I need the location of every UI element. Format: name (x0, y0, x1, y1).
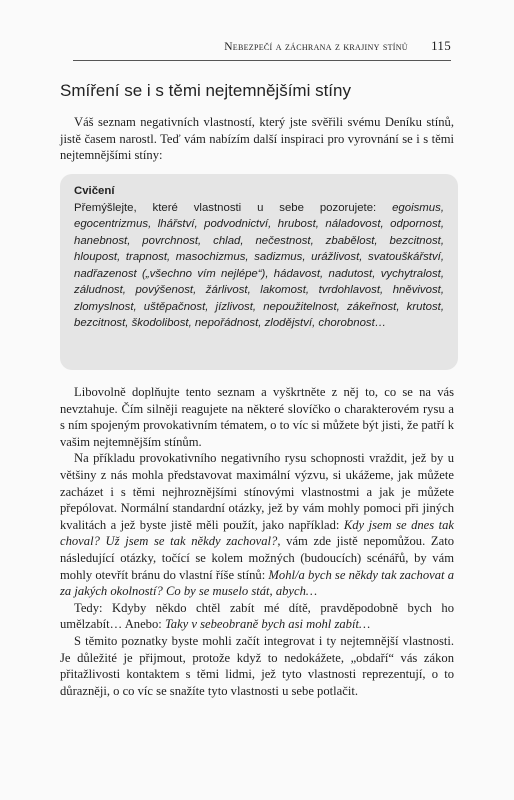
paragraph-3-example: Taky v sebeobraně bych asi mohl zabít… (164, 617, 371, 632)
paragraph-2-question-b: Mohl/a bych se někdy tak zachovat a za jakých okolností? Co by se muselo stát, abych… (60, 567, 454, 599)
paragraph-2-part-a: Na příkladu provokativního negativního rysu schopnosti vraždit, jež by u většiny z nás mohla představovat maximální výzvu, si ukážeme, jak můžete zacházet i s těmi nejhroznějšími stínovými vlastnostmi a jak je můžete přepólovat. Normální standardní otázky, jež by vám mohly pomoci při jiných kvalitách a jež byste jistě měli použít, jako například: (60, 451, 454, 532)
intro-text: Váš seznam negativních vlastností, který jste svěřili svému Deníku stínů, jistě časem narostl. Teď vám nabízím další inspiraci pro vyrovnání se i s těmi nejtemnějšími stíny: (60, 115, 454, 163)
section-title: Smíření se i s těmi nejtemnějšími stíny (60, 81, 351, 100)
exercise-lead: Přemýšlejte, které vlastnosti u sebe pozorujete: (74, 201, 393, 214)
paragraph-2-part-c: , vám zde jistě nepomůžou. Zato následující otázky, točící se kolem možných (budoucích) scénářů, by vám mohly otevřít bránu do vlastní říše stínů: (60, 534, 454, 582)
paragraph-3 (60, 600, 454, 633)
exercise-box (60, 174, 458, 370)
exercise-title: Cvičení (74, 185, 115, 197)
main-text (60, 384, 454, 699)
exercise-trait-list: egoismus, egocentrizmus, lhářství, podvodnictví, hrubost, náladovost, odpornost, hanebnost, povrchnost, chlad, nečestnost, zbabělost, bezcitnost, hloupost, trapnost, masochizmus, sadizmus, urážlivost, svatouškářství, nadřazenost („všechno vím nejlépe“), hádavost, nadutost, vychytralost, záludnost, povýšenost, žárlivost, lakomost, tvrdohlavost, hněvivost, zlomyslnost, uštěpačnost, jízlivost, nepoužitelnost, zákeřnost, krutost, bezcitnost, škodolibost, nepořádnost, zlodějství, chorobnost… (74, 201, 444, 329)
paragraph-4: S těmito poznatky byste mohli začít integrovat i ty nejtemnější vlastnosti. Je důležité je přijmout, protože když to nedokážete, „obdaří“ vás zákon přitažlivosti kontaktem s těmi lidmi, jež tyto vlastnosti reprezentují, o to důrazněji, o co víc se snažíte tyto vlastnosti u sebe potlačit. (60, 633, 454, 698)
paragraph-2-question-a: Kdy jsem se dnes tak choval? Už jsem se tak někdy zachoval? (60, 517, 454, 549)
paragraph-3-part-a: Tedy: Kdyby někdo chtěl zabít mé dítě, pravděpodobně bych ho umělzabít… Anebo: (60, 600, 454, 632)
running-title: Nebezpečí a záchrana z krajiny stínů (224, 41, 408, 53)
running-header (73, 38, 451, 61)
intro-paragraph (60, 114, 454, 164)
exercise-text (74, 200, 444, 332)
paragraph-1: Libovolně doplňujte tento seznam a vyškrtněte z něj to, co se na vás nevztahuje. Čím silněji reagujete na některé slovíčko o charakterovém rysu a s ním spojeným provokativním tématem, o to víc si můžete být jisti, že patří k vašim nejtemnějším stínům. (60, 385, 454, 449)
page-number: 115 (431, 38, 451, 53)
paragraph-2 (60, 450, 454, 599)
